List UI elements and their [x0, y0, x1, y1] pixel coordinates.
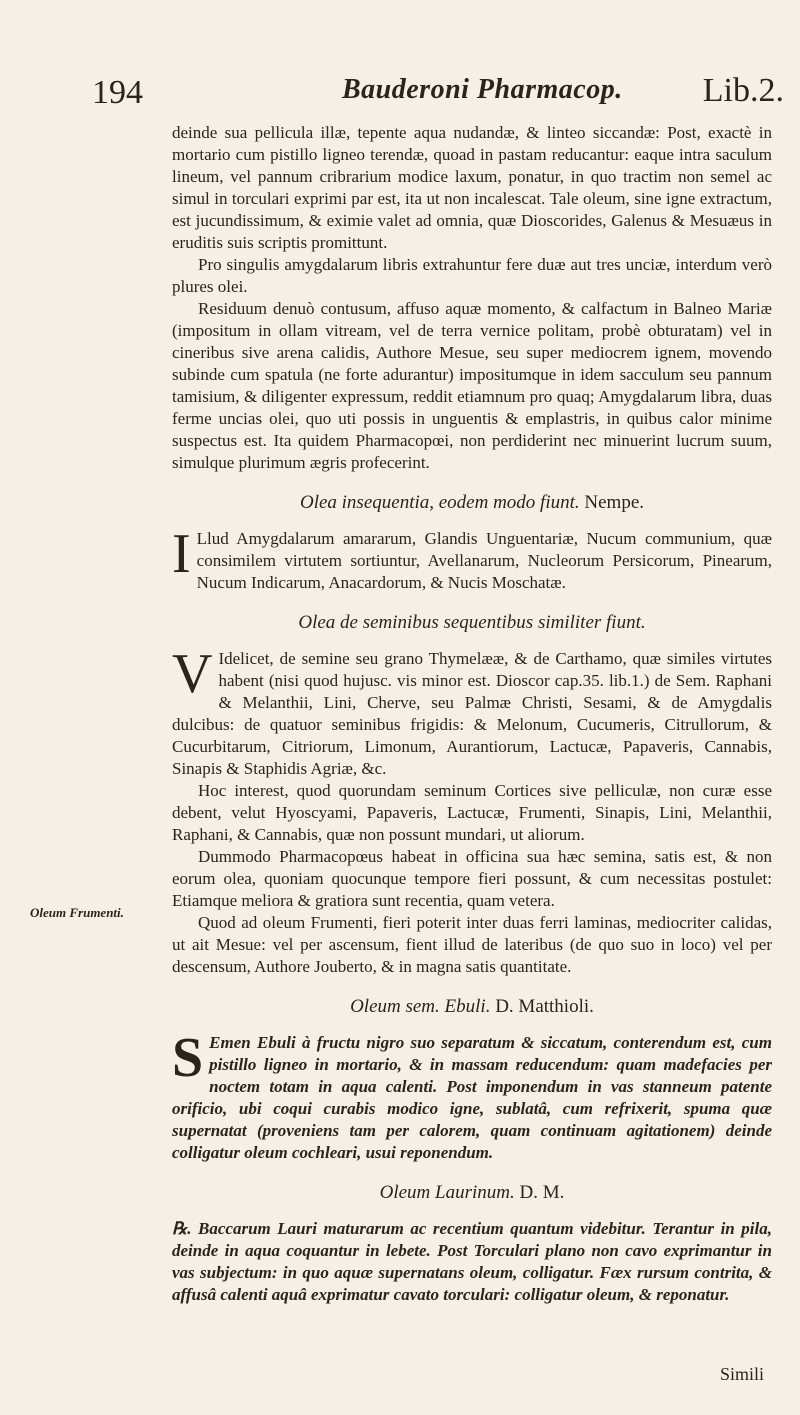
section-heading — [172, 996, 772, 1018]
section-heading — [172, 492, 772, 514]
paragraph: Dummodo Pharmacopœus habeat in officina sua hæc semina, satis est, & non eorum olea, quoniam quocunque tempore fieri possunt, & cum necessitas postulet: Etiamque meliora & gratiora sunt recentia, quam vetera. — [172, 847, 772, 910]
paragraph: ℞. Baccarum Lauri maturarum ac recentium quantum videbitur. Terantur in pila, deinde in aqua coquantur in lebete. Post Torculari plano non cavo exprimantur in vas subjectum: in quo aquæ supernatans oleum, colligatur. Fæx rursum contrita, & affusâ calenti aquâ exprimatur cavato torculari: colligatur oleum, & reponatur. — [172, 1219, 772, 1304]
heading-plain: D. M. — [519, 1182, 565, 1203]
paragraph: Residuum denuò contusum, affuso aquæ momento, & calfactum in Balneo Mariæ (impositum in ollam vitream, vel de terra vernice politam, probè obturatam) vel in cineribus sive arena calidis, Authore Mesue, seu super mediocrem ignem, movendo subinde cum spatula (ne forte adurantur) impositumque in idem sacculum seu pannum tamisium, & diligenter expressum, reddit etiamnum pro quaq; Amygdalarum libra, duas ferme uncias olei, quo uti possis in unguentis & emplastris, in quibus calor minime suspectus est. Ita quidem Pharmacopœi, non perdiderint nec minuerint lucrum suum, simulque plurimum ægris profecerint. — [172, 299, 772, 472]
page-number: 194 — [92, 74, 143, 111]
heading-italic: Oleum sem. Ebuli. — [350, 996, 491, 1017]
paragraph: Pro singulis amygdalarum libris extrahuntur fere duæ aut tres unciæ, interdum verò plures olei. — [172, 255, 772, 296]
margin-note: Oleum Frumenti. — [30, 905, 124, 920]
section-heading — [172, 612, 772, 634]
paragraph: Quod ad oleum Frumenti, fieri poterit inter duas ferri laminas, mediocriter calidas, ut ait Mesue: vel per ascensum, fient illud de lateribus (de quo suo in loco) vel per descensum, Authore Jouberto, & in magna satis quantitate. — [172, 913, 772, 976]
paragraph: ILlud Amygdalarum amararum, Glandis Unguentariæ, Nucum communium, quæ consimilem virtutem sortiuntur, Avellanarum, Nucleorum Persicorum, Pinearum, Nucum Indicarum, Anacardorum, & Nucis Moschatæ. — [172, 523, 772, 592]
heading-plain: D. Matthioli. — [495, 996, 594, 1017]
page-header — [92, 68, 784, 116]
running-title: Bauderoni Pharmacop. — [342, 74, 623, 105]
section-heading — [172, 1182, 772, 1204]
paragraph: Hoc interest, quod quorundam seminum Cortices sive pelliculæ, non curæ esse debent, velut Hyoscyami, Papaveris, Lactucæ, Frumenti, Sinapis, Lini, Melanthii, Raphani, & Cannabis, quæ non possunt mundari, ut aliorum. — [172, 781, 772, 844]
page-body — [172, 122, 772, 1306]
heading-plain: Nempe. — [584, 492, 645, 513]
heading-italic: Oleum Laurinum. — [379, 1182, 515, 1203]
paragraph: SEmen Ebuli à fructu nigro suo separatum & siccatum, conterendum est, cum pistillo ligneo in mortario, & in massam reducendum: quam madefacies per noctem totam in aqua calenti. Post imponendum in vas stanneum patente orificio, ubi coqui curabis modico igne, sublatâ, cum refrixerit, spuma quæ supernatat (proveniens tam per calorem, quam continuam agitationem) deinde colligatur oleum cochleari, usui reponendum. — [172, 1027, 772, 1162]
paragraph: VIdelicet, de semine seu grano Thymelææ, & de Carthamo, quæ similes virtutes habent (nisi quod hujusc. vis minor est. Dioscor cap.35. lib.1.) de Sem. Raphani & Melanthii, Lini, Cherve, seu Palmæ Christi, Sesami, & de Amygdalis dulcibus: de quatuor seminibus frigidis: & Melonum, Cucumeris, Citrullorum, & Cucurbitarum, Citriorum, Limonum, Aurantiorum, Lactucæ, Papaveris, Cannabis, Sinapis & Staphidis Agriæ, &c. — [172, 643, 772, 778]
heading-italic: Olea insequentia, eodem modo fiunt. — [299, 492, 580, 513]
paragraph: deinde sua pellicula illæ, tepente aqua nudandæ, & linteo siccandæ: Post, exactè in mortario cum pistillo ligneo terendæ, quoad in pastam reducantur: eaque intra saculum lineum, vel pannum cribrarium modice laxum, ponatur, in quo tractim non semel ac simul in torculari exprimi par est, ita ut non incalescat. Tale oleum, sine igne extractum, est jucundissimum, & eximie valet ad omnia, quæ Dioscorides, Galenus & Mesuæus in eruditis suis scriptis promittunt. — [172, 123, 772, 252]
catchword: Simili — [719, 1364, 764, 1384]
heading-italic: Olea de seminibus sequentibus similiter fiunt. — [298, 612, 646, 633]
book-label: Lib.2. — [702, 72, 784, 109]
